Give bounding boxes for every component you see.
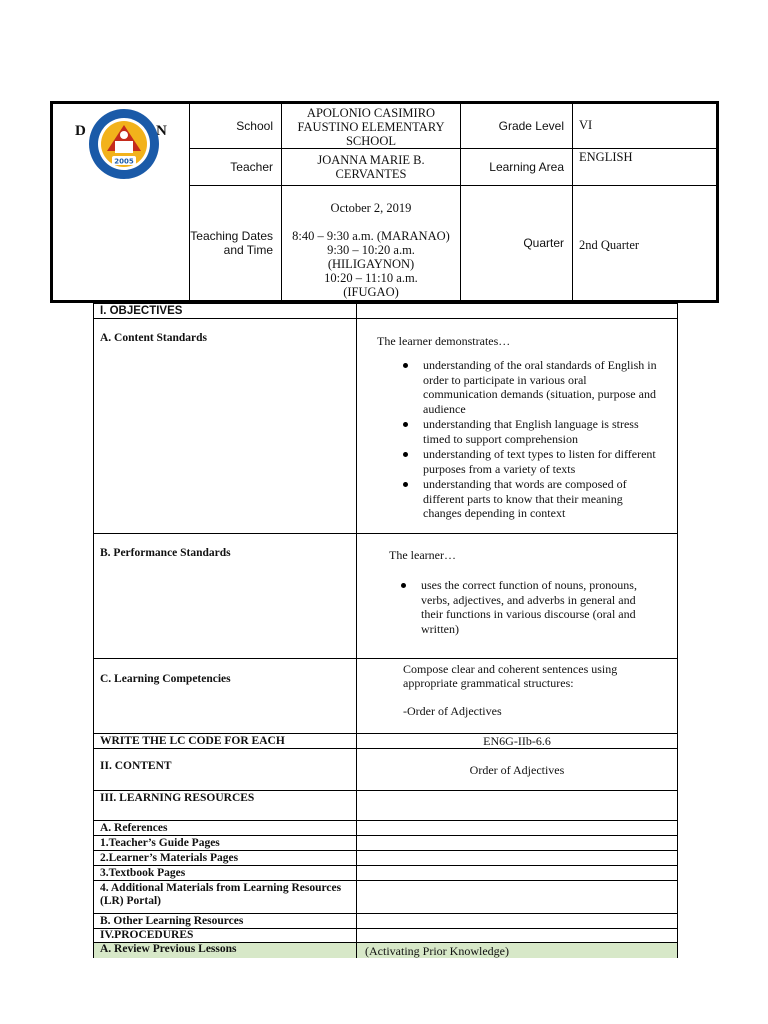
objectives-heading-row (94, 304, 677, 319)
logo-letter-right: N (156, 123, 167, 139)
lesson-plan-table (93, 303, 678, 958)
learning-competencies-label: C. Learning Competencies (94, 659, 357, 733)
additional-materials-label: 4. Additional Materials from Learning Resources (LR) Portal) (94, 881, 357, 913)
grade-level-value: VI (579, 118, 593, 132)
procedures-label: IV.PROCEDURES (94, 929, 357, 942)
content-row (94, 749, 677, 791)
list-item: understanding of the oral standards of English in order to participate in various oral communication demands (situation, purpose and audience (395, 358, 663, 416)
header-table (50, 101, 719, 303)
list-item: understanding of text types to listen for different purposes from a variety of texts (395, 447, 663, 476)
logo-letter-left: D (75, 123, 86, 139)
teacher-label: Teacher (230, 160, 273, 174)
performance-standards-list (393, 578, 657, 636)
quarter-value: 2nd Quarter (579, 238, 640, 252)
school-seal-logo (87, 107, 161, 181)
procedures-row (94, 929, 677, 943)
lc-code-row (94, 734, 677, 749)
school-label: School (236, 119, 273, 133)
performance-standards-label: B. Performance Standards (94, 534, 357, 658)
lc-code-value: EN6G-IIb-6.6 (483, 734, 551, 748)
additional-materials-row (94, 881, 677, 914)
teaching-dates-label (190, 186, 281, 300)
teaching-dates-label-line2: and Time (223, 243, 273, 257)
references-row (94, 821, 677, 836)
learning-competencies-text: Compose clear and coherent sentences using appropriate grammatical structures: (403, 662, 618, 690)
learning-competencies-detail: -Order of Adjectives (403, 704, 502, 718)
list-item: understanding that English language is stress timed to support comprehension (395, 417, 663, 446)
time-slot: 8:40 – 9:30 a.m. (MARANAO) (292, 229, 450, 243)
learning-resources-label: III. LEARNING RESOURCES (94, 791, 357, 820)
content-standards-row (94, 319, 677, 534)
time-slot: 10:20 – 11:10 a.m. (324, 271, 418, 285)
teaching-date: October 2, 2019 (330, 201, 412, 215)
learning-competencies-row (94, 659, 677, 734)
references-label: A. References (94, 821, 357, 835)
teachers-guide-label: 1.Teacher’s Guide Pages (94, 836, 357, 850)
review-lessons-label: A. Review Previous Lessons (94, 943, 357, 958)
review-lessons-row (94, 943, 677, 958)
logo-area (53, 104, 190, 300)
learning-area-label: Learning Area (489, 160, 564, 174)
learners-materials-row (94, 851, 677, 866)
grade-level-label: Grade Level (498, 119, 564, 133)
teachers-guide-row (94, 836, 677, 851)
teaching-dates-label-line1: Teaching Dates (190, 229, 273, 243)
textbook-label: 3.Textbook Pages (94, 866, 357, 880)
other-resources-label: B. Other Learning Resources (94, 914, 357, 928)
objectives-heading: I. OBJECTIVES (94, 304, 357, 318)
performance-standards-intro: The learner… (389, 548, 456, 562)
performance-standards-row (94, 534, 677, 659)
content-standards-value (357, 319, 677, 533)
learners-materials-label: 2.Learner’s Materials Pages (94, 851, 357, 865)
list-item: understanding that words are composed of different parts to know that their meaning changes depending in context (395, 477, 663, 521)
learning-resources-row (94, 791, 677, 821)
time-slot: (IFUGAO) (343, 285, 399, 299)
performance-standards-value (357, 534, 677, 658)
textbook-row (94, 866, 677, 881)
learning-area-value: ENGLISH (579, 150, 633, 164)
content-standards-intro: The learner demonstrates… (377, 334, 511, 348)
time-slot: (HILIGAYNON) (327, 257, 415, 271)
review-lessons-value: (Activating Prior Knowledge) (365, 944, 509, 958)
content-label: II. CONTENT (94, 749, 357, 790)
school-value: APOLONIO CASIMIRO FAUSTINO ELEMENTARY SCHOOL (297, 106, 445, 148)
teacher-value: JOANNA MARIE B. CERVANTES (317, 153, 425, 181)
seal-year: 2005 (114, 157, 134, 166)
content-standards-list (395, 358, 663, 521)
teaching-dates-value (282, 186, 460, 300)
other-resources-row (94, 914, 677, 929)
content-standards-label: A. Content Standards (94, 319, 357, 533)
lc-code-label: WRITE THE LC CODE FOR EACH (94, 734, 357, 748)
quarter-label: Quarter (523, 236, 564, 250)
content-value: Order of Adjectives (469, 763, 565, 777)
time-slot: 9:30 – 10:20 a.m. (327, 243, 415, 257)
learning-competencies-value (357, 659, 677, 733)
list-item: uses the correct function of nouns, pronouns, verbs, adjectives, and adverbs in general and their functions in various discourse (oral and written) (393, 578, 657, 636)
